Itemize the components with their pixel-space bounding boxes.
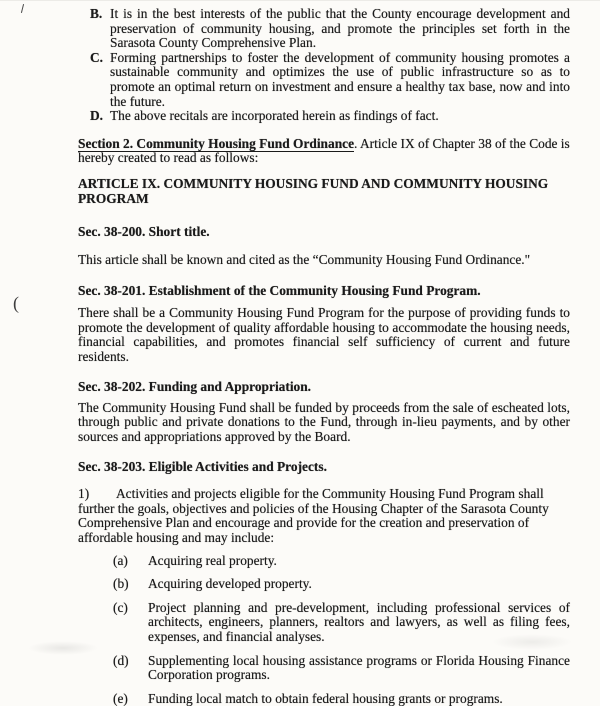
list-item-text: Acquiring developed property. [148, 576, 312, 592]
sec-38-202-body: The Community Housing Fund shall be funded by proceeds from the sale of escheated lots, through public and private donations to the Fund, through in-lieu payments, and by other sources and appropriations approved by the Board. [78, 399, 570, 445]
scan-smudge-bottom-left [28, 641, 98, 655]
recital-text: Forming partnerships to foster the development of community housing promotes a sustainable community and optimizes the use of public infrastructure so as to promote an optimal return on investment and ensure a healthy tax base, now and into the future. [110, 49, 570, 109]
recital-text: The above recitals are incorporated herein as findings of fact. [110, 108, 439, 124]
recital-item-d [90, 109, 570, 124]
list-item-b [113, 577, 570, 592]
recital-item-c [90, 51, 570, 109]
numbered-paragraph-1 [78, 487, 570, 545]
list-item-text: Project planning and pre-development, including professional services of architects, engineers, planners, realtors and lawyers, as well as filing fees, expenses, and financial analyses. [148, 599, 570, 644]
list-item-text: Acquiring real property. [148, 552, 277, 568]
sec-38-200-heading: Sec. 38-200. Short title. [78, 224, 210, 240]
sec-38-203-heading: Sec. 38-203. Eligible Activities and Projects. [78, 458, 327, 474]
scan-smudge-bottom-right [492, 634, 572, 650]
numbered-paragraph-text: Activities and projects eligible for the Community Housing Fund Program shall further the goals, objectives and policies of the Housing Chapter of the Sarasota County Comprehensive Plan and encourage and provide for the creation and preservation of affordable housing and may include: [78, 486, 549, 546]
list-item-d [113, 654, 570, 683]
margin-parenthesis-mark: ( [13, 293, 19, 313]
recital-item-b [90, 7, 570, 51]
recital-label: C. [90, 49, 104, 65]
sec-38-201-heading: Sec. 38-201. Establishment of the Community Housing Fund Program. [78, 283, 481, 299]
list-item-label: (c) [113, 599, 128, 615]
section-2-rest: . Article IX of Chapter 38 of the Code is hereby created to read as follows: [78, 135, 570, 166]
list-item-a [113, 554, 570, 569]
sec-38-201-body: There shall be a Community Housing Fund Program for the purpose of providing funds to promote the development of quality affordable housing to accommodate the housing needs, financial capabilities, and promotes financial self sufficiency of current and future residents. [78, 304, 570, 364]
list-item-label: (b) [113, 576, 129, 592]
section-2-heading: Section 2. Community Housing Fund Ordinance [78, 135, 355, 151]
sec-38-200-body: This article shall be known and cited as the “Community Housing Fund Ordinance." [78, 251, 531, 267]
numbered-paragraph-label: 1) [78, 486, 90, 502]
list-item-label: (a) [113, 552, 128, 568]
list-item-e [113, 692, 570, 706]
sec-38-202-heading: Sec. 38-202. Funding and Appropriation. [78, 379, 312, 395]
section-2-intro [78, 137, 570, 166]
recital-text: It is in the best interests of the public that the County encourage development and preservation of community housing, and promote the principles set forth in the Sarasota County Comprehensive Plan. [110, 6, 570, 51]
list-item-text: Funding local match to obtain federal housing grants or programs. [148, 690, 503, 706]
recital-label: D. [90, 108, 104, 124]
article-ix-title: ARTICLE IX. COMMUNITY HOUSING FUND AND COMMUNITY HOUSING PROGRAM [78, 175, 549, 206]
eligible-activities-list [113, 554, 570, 706]
recitals-list [90, 7, 570, 124]
list-item-label: (e) [113, 690, 128, 706]
list-item-text: Supplementing local housing assistance programs or Florida Housing Finance Corporation programs. [148, 652, 570, 683]
recital-label: B. [90, 6, 103, 21]
list-item-label: (d) [113, 652, 129, 668]
